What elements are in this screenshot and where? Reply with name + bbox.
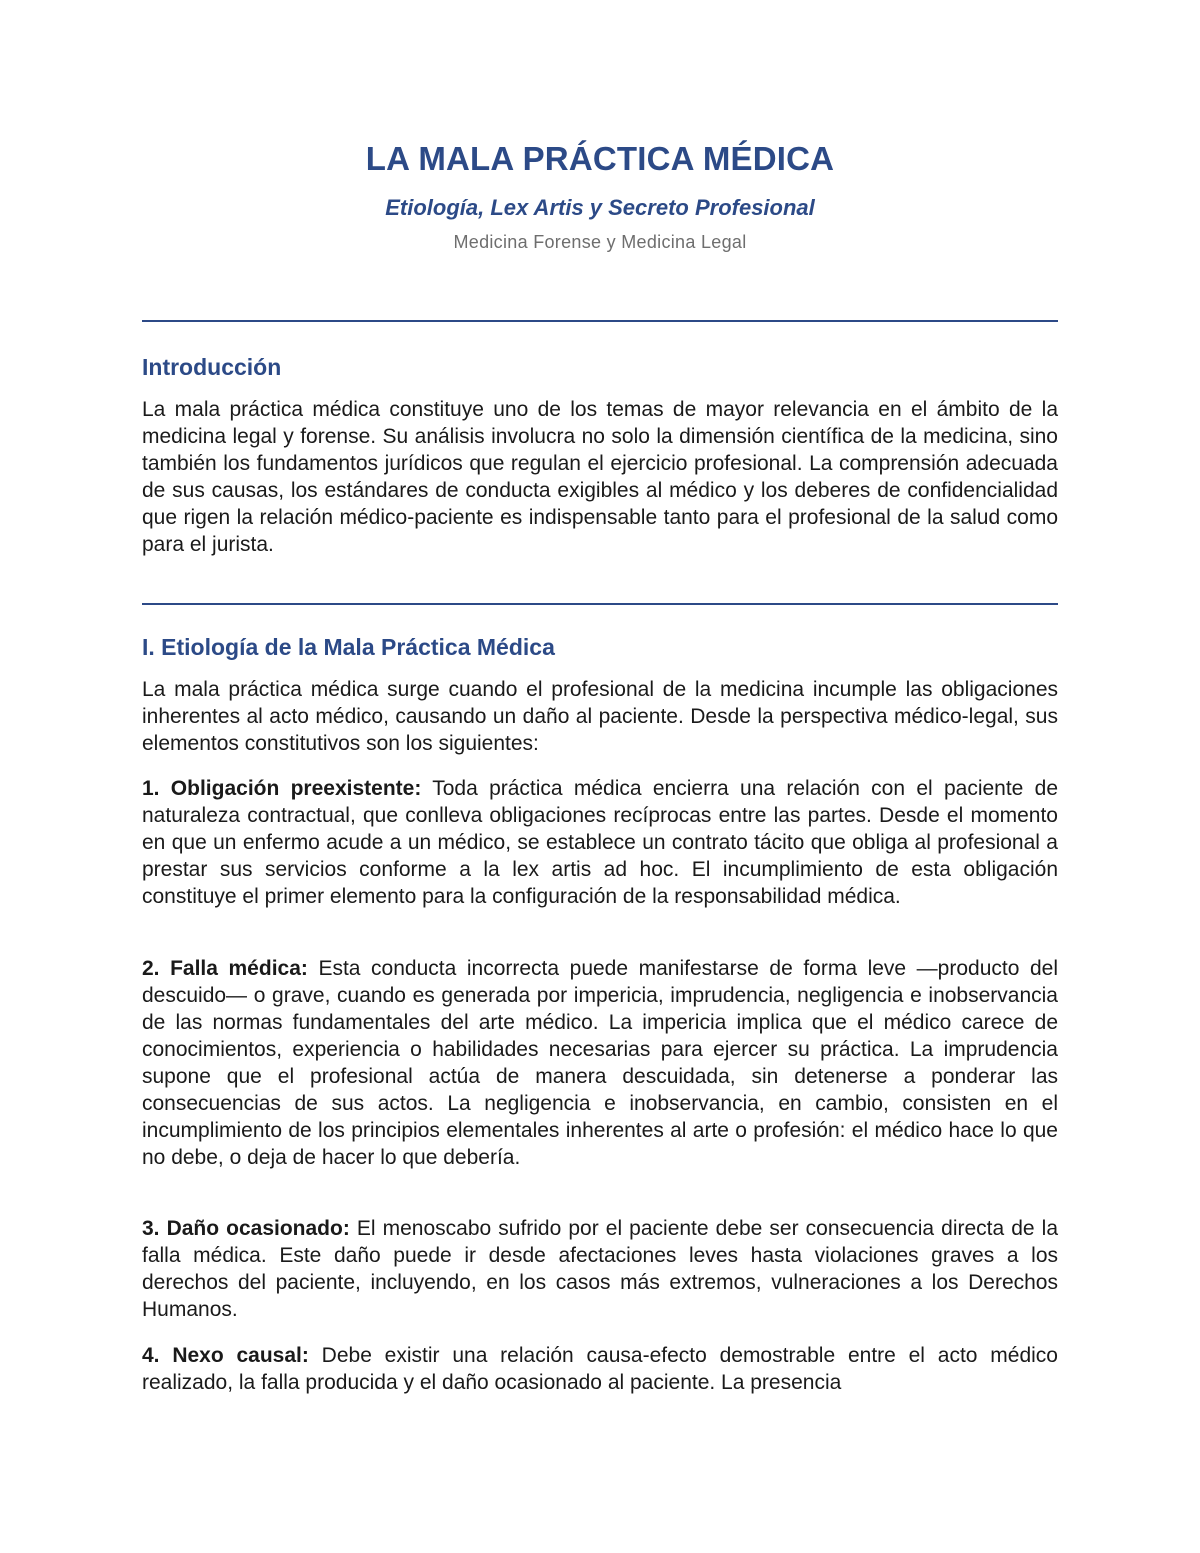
heading-introduccion: Introducción (142, 354, 282, 380)
list-item-label: 2. Falla médica: (142, 957, 308, 980)
list-item-text: Esta conducta incorrecta puede manifestarse de forma leve —producto del descuido— o grave, cuando es generada por impericia, imprudencia, negligencia e inobservancia de las normas fundamentales del arte médico. La impericia implica que el médico carece de conocimientos, experiencia o habilidades necesarias para ejercer su práctica. La imprudencia supone que el profesional actúa de manera descuidada, sin detenerse a ponderar las consecuencias de sus actos. La negligencia e inobservancia, en cambio, consisten en el incumplimiento de los principios elementales inherentes al arte o profesión: el médico hace lo que no debe, o deja de hacer lo que debería. (142, 957, 1058, 1169)
list-item-nexo (142, 1342, 1058, 1396)
course-name: Medicina Forense y Medicina Legal (453, 232, 747, 252)
paragraph-introduccion: La mala práctica médica constituye uno de los temas de mayor relevancia en el ámbito de la medicina legal y forense. Su análisis involucra no solo la dimensión científica de la medicina, sino también los fundamentos jurídicos que regulan el ejercicio profesional. La comprensión adecuada de sus causas, los estándares de conducta exigibles al médico y los deberes de confidencialidad que rigen la relación médico-paciente es indispensable tanto para el profesional de la salud como para el jurista. (142, 398, 1058, 556)
list-item-text: El menoscabo sufrido por el paciente debe ser consecuencia directa de la falla médica. Este daño puede ir desde afectaciones leves hasta violaciones graves a los derechos del paciente, incluyendo, en los casos más extremos, vulneraciones a los Derechos Humanos. (142, 1217, 1058, 1321)
list-item-obligacion (142, 775, 1058, 910)
list-item-text: Debe existir una relación causa-efecto demostrable entre el acto médico realizado, la falla producida y el daño ocasionado al paciente. La presencia (142, 1344, 1058, 1394)
paragraph-section-1-lead: La mala práctica médica surge cuando el profesional de la medicina incumple las obligaciones inherentes al acto médico, causando un daño al paciente. Desde la perspectiva médico-legal, sus elementos constitutivos son los siguientes: (142, 678, 1058, 755)
divider-top (142, 320, 1058, 322)
document-subtitle: Etiología, Lex Artis y Secreto Profesional (385, 195, 815, 220)
list-item-text: Toda práctica médica encierra una relación con el paciente de naturaleza contractual, que conlleva obligaciones recíprocas entre las partes. Desde el momento en que un enfermo acude a un médico, se establece un contrato tácito que obliga al profesional a prestar sus servicios conforme a la lex artis ad hoc. El incumplimiento de esta obligación constituye el primer elemento para la configuración de la responsabilidad médica. (142, 777, 1059, 908)
list-item-falla (142, 955, 1058, 1171)
list-item-label: 4. Nexo causal: (142, 1344, 309, 1367)
list-item-label: 1. Obligación preexistente: (142, 777, 422, 800)
list-item-dano (142, 1215, 1058, 1323)
document-title: LA MALA PRÁCTICA MÉDICA (365, 140, 835, 177)
divider-section-1 (142, 603, 1058, 605)
list-item-label: 3. Daño ocasionado: (142, 1217, 350, 1240)
heading-section-1: I. Etiología de la Mala Práctica Médica (142, 634, 555, 660)
